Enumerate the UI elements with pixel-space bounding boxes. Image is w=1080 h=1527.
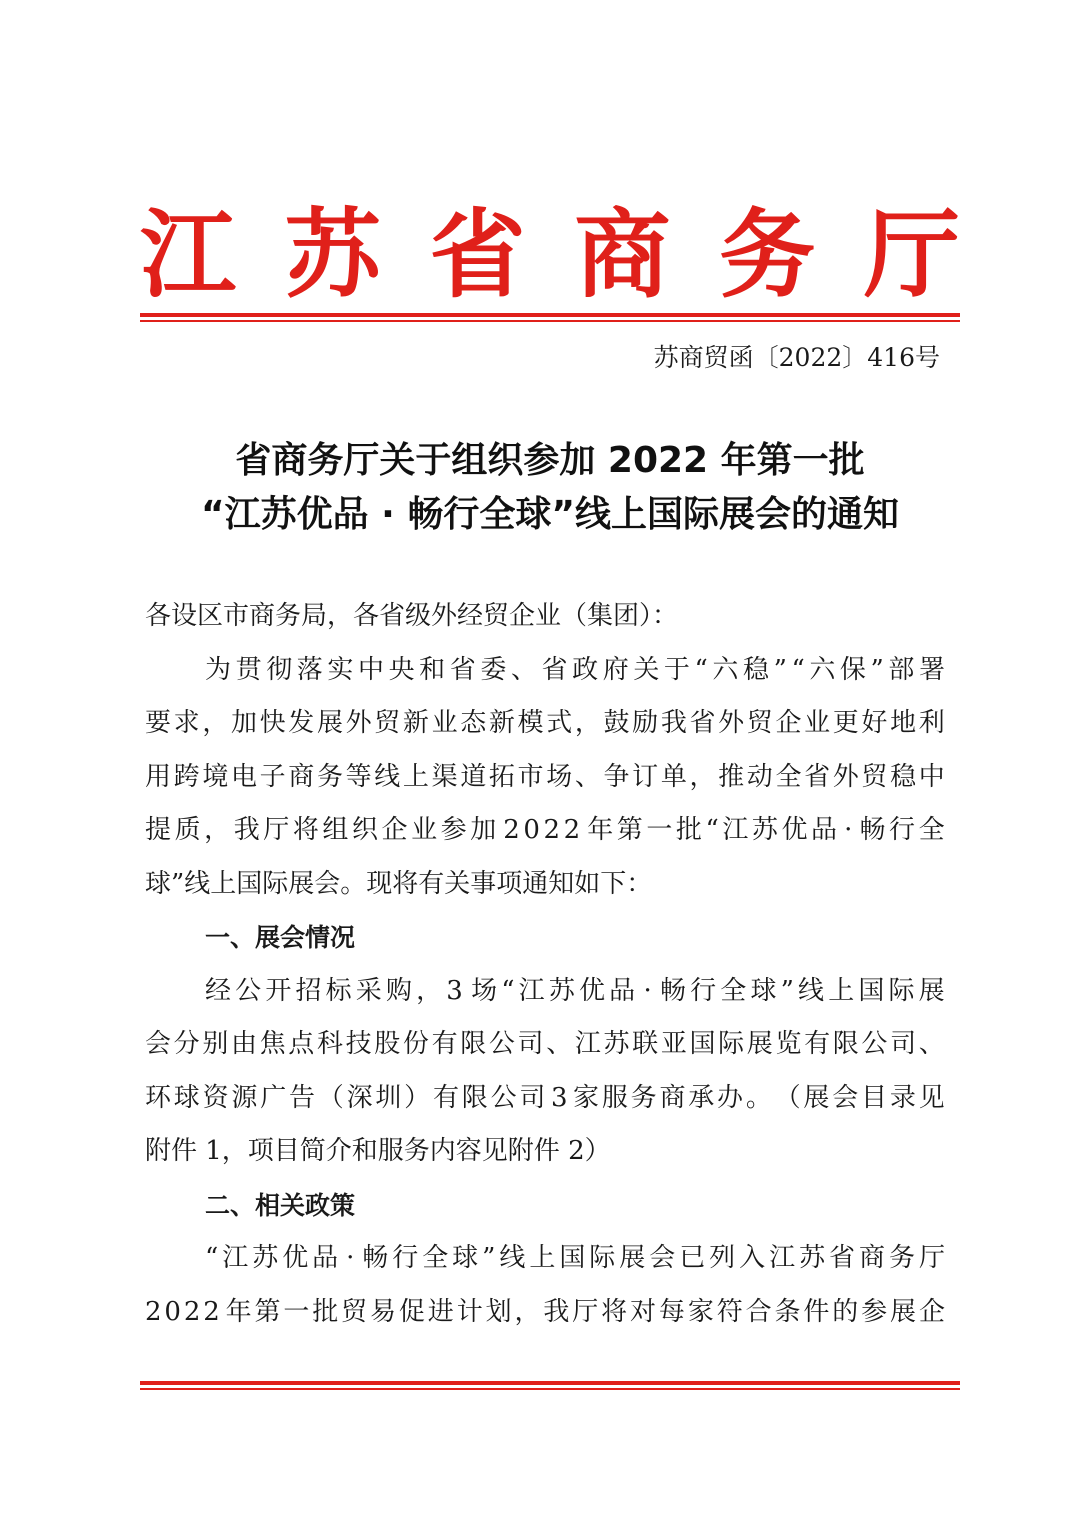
document-title <box>120 434 980 542</box>
body-line: 各设区市商务局，各省级外经贸企业（集团）： <box>145 601 679 631</box>
body-line: 经 公 开 招 标 采 购 ， 3 场 “ 江 苏 优 品 · 畅 行 全 球 ” 线 上 国 际 展 <box>205 975 945 1006</box>
body-line: 会 分 别 由 焦 点 科 技 股 份 有 限 公 司 、 江 苏 联 亚 国 际 展 览 有 限 公 司 、 <box>145 1029 945 1059</box>
footer-red-rule <box>140 1381 960 1390</box>
body-line: 附件 1，项目简介和服务内容见附件 2） <box>145 1136 611 1166</box>
masthead-char: 商 <box>574 198 671 311</box>
masthead-red-rule <box>140 313 960 322</box>
title-line-2: “江苏优品 · 畅行全球”线上国际展会的通知 <box>200 494 900 535</box>
body-line: 2 0 2 2 年 第 一 批 贸 易 促 进 计 划 ， 我 厅 将 对 每 家 符 合 条 件 的 参 展 企 <box>145 1296 945 1327</box>
masthead-char: 厅 <box>863 198 960 311</box>
masthead-char: 省 <box>429 198 526 311</box>
title-line-1: 省商务厅关于组织参加 2022 年第一批 <box>235 440 865 481</box>
document-body <box>145 590 945 1339</box>
body-line: 球”线上国际展会。现将有关事项通知如下： <box>145 868 653 899</box>
body-line: 为 贯 彻 落 实 中 央 和 省 委 、 省 政 府 关 于 “ 六 稳 ” “ 六 保 ” 部 署 <box>205 654 945 685</box>
body-line: 要 求 ， 加 快 发 展 外 贸 新 业 态 新 模 式 ， 鼓 励 我 省 外 贸 企 业 更 好 地 利 <box>145 708 945 738</box>
section-heading: 二、相关政策 <box>205 1190 356 1220</box>
section-heading: 一、展会情况 <box>205 923 356 952</box>
masthead <box>140 200 960 310</box>
body-line: 用 跨 境 电 子 商 务 等 线 上 渠 道 拓 市 场 、 争 订 单 ， 推 动 全 省 外 贸 稳 中 <box>145 761 945 792</box>
masthead-char: 江 <box>140 198 236 311</box>
masthead-char: 务 <box>719 198 816 311</box>
body-line: “ 江 苏 优 品 · 畅 行 全 球 ” 线 上 国 际 展 会 已 列 入 江 苏 省 商 务 厅 <box>205 1243 945 1273</box>
body-line: 提 质 ， 我 厅 将 组 织 企 业 参 加 2 0 2 2 年 第 一 批 “ 江 苏 优 品 · 畅 行 全 <box>145 815 945 845</box>
masthead-char: 苏 <box>284 198 381 311</box>
body-line: 环 球 资 源 广 告 （ 深 圳 ） 有 限 公 司 3 家 服 务 商 承 办 。 （ 展 会 目 录 见 <box>145 1082 945 1113</box>
document-number: 苏商贸函〔2022〕416号 <box>653 343 940 372</box>
